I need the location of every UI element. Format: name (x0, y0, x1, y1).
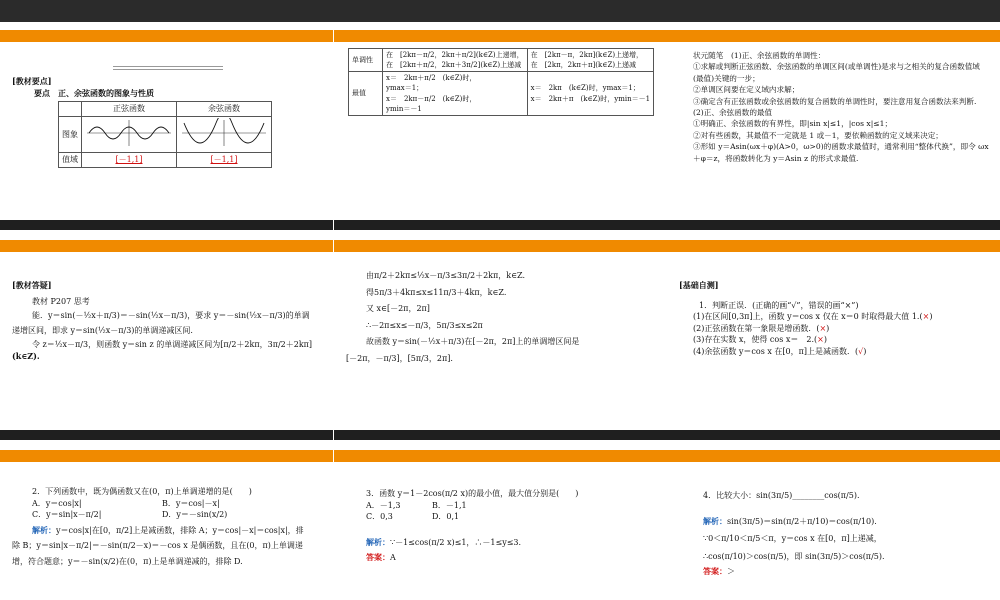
max-cos-1: x＝ 2kπ (k∈Z)时，ymax＝1； (530, 84, 640, 93)
question-2: 2．下列函数中，既为偶函数又在(0，π)上单调递增的是( ) (32, 487, 252, 496)
analysis-2: ∵0＜π/10＜π/5＜π，y＝cos x 在[0，π]上递减， (703, 534, 882, 544)
col-sin: 正弦函数 (82, 102, 177, 117)
judge-4-answer: √ (858, 346, 864, 356)
slide-footer-bar (0, 430, 333, 440)
cos-graph (177, 116, 272, 153)
option-a[interactable]: A．－1,3 (366, 500, 401, 510)
slide-8[interactable] (334, 450, 667, 600)
answer-ref: 教材 P207 思考 (32, 296, 90, 306)
slide-header-bar (0, 240, 333, 252)
row-mono: 单调性 (349, 49, 383, 72)
property-table (348, 48, 654, 116)
answer-label: 答案： (703, 566, 727, 577)
judge-2-answer: × (819, 323, 827, 333)
analysis-1: 解析：sin(3π/5)＝sin(π/2＋π/10)＝cos(π/10). (703, 515, 877, 526)
row-range: 值域 (59, 153, 82, 168)
mono-sin-inc: 在 [2kπ－π/2，2kπ＋π/2](k∈Z)上递增， (386, 51, 524, 59)
option-a[interactable]: A．y＝cos|x| (32, 498, 82, 508)
step-5: 故函数 y＝sin(－½x＋π/3)在[－2π，2π]上的单调增区间是 (366, 337, 580, 347)
max-sin-2: ymax＝1； (386, 84, 424, 93)
slide-footer-bar (334, 220, 667, 230)
option-b[interactable]: B．y＝cos|－x| (162, 498, 220, 508)
slide-header-bar (334, 30, 667, 42)
slide-header-bar (667, 450, 1000, 462)
slide-9[interactable] (667, 450, 1000, 600)
section-label: [教材答疑] (12, 280, 52, 290)
answer-line-3: 令 z＝½x－π/3，则函数 y＝sin z 的单调递减区间为[π/2＋2kπ，3π/2＋2kπ] (32, 340, 313, 350)
section-label: [基础自测] (679, 280, 719, 290)
slide-header-bar (0, 450, 333, 462)
slide-header-bar (667, 240, 1000, 252)
option-c[interactable]: C．y＝sin|x－π/2| (32, 510, 102, 520)
judge-1-answer: × (922, 312, 930, 322)
mono-cos-inc: 在 [2kπ－π，2kπ](k∈Z)上递增， (530, 51, 644, 59)
options-ab (346, 500, 657, 512)
slide-5[interactable] (334, 240, 667, 440)
sin-graph (82, 116, 177, 153)
analysis-1: 解析：y＝cos|x|在[0，π/2]上是减函数，排除 A；y＝cos|－x|＝cos|x|，排 (32, 524, 304, 535)
tip-5: ①明确正、余弦函数的有界性，即|sin x|≤1，|cos x|≤1； (693, 119, 893, 129)
max-cos-2: x＝ 2kπ＋π (k∈Z)时，ymin＝－1 (530, 94, 651, 103)
option-c[interactable]: C．0,3 (366, 512, 393, 522)
options-cd (346, 511, 657, 523)
slide-header-bar (334, 240, 667, 252)
answer-line-4: (k∈Z). (12, 350, 40, 361)
range-sin: [－1,1] (82, 153, 177, 168)
tip-2: ②单调区间要在定义域内求解； (693, 85, 800, 95)
range-cos: [－1,1] (177, 153, 272, 168)
mono-cos-dec: 在 [2kπ，2kπ＋π](k∈Z)上递减 (530, 61, 637, 70)
judge-1: (1)在区间[0,3π]上，函数 y＝cos x 仅在 x＝0 时取得最大值 1.(×) (693, 312, 933, 322)
answer (346, 552, 657, 564)
options-cd (12, 509, 323, 521)
analysis-label: 解析： (32, 524, 56, 535)
question-3: 3．函数 y＝1－2cos(π/2 x)的最小值，最大值分别是( ) (366, 489, 579, 498)
judge-3-answer: × (817, 335, 824, 345)
tip-3: ③确定含有正弦函数或余弦函数的复合函数的单调性时，要注意用复合函数法来判断. (693, 96, 977, 106)
col-cos: 余弦函数 (177, 102, 272, 117)
max-sin-1: x＝ 2kπ＋π/2 (k∈Z)时， (386, 74, 477, 83)
option-b[interactable]: B．－1,1 (432, 500, 467, 510)
slide-1[interactable] (0, 30, 333, 230)
slide-7[interactable] (0, 450, 333, 600)
slide-3[interactable] (667, 30, 1000, 230)
slide-footer-bar (0, 220, 333, 230)
slide-header-bar (0, 30, 333, 42)
judge-2: (2)正弦函数在第一象限是增函数．(×) (693, 323, 830, 333)
step-4: ∴－2π≤x≤－π/3，5π/3≤x≤2π (366, 320, 483, 330)
sin-cos-table (58, 101, 272, 168)
answer (679, 566, 990, 578)
max-sin-4: ymin＝－1 (386, 104, 422, 113)
slide-footer-bar (667, 430, 1000, 440)
answer-value: A (390, 553, 396, 563)
options-ab (12, 498, 323, 510)
analysis-2: 除 B；y＝sin|x－π/2|＝－sin(π/2－x)＝－cos x 是偶函数，且在(0，π)上单调递 (12, 541, 303, 551)
question-4: 4．比较大小：sin(3π/5)________cos(π/5). (703, 491, 860, 500)
answer-line-1: 能．y＝sin(－½x＋π/3)＝－sin(½x－π/3)，要求 y＝－sin(½x－π/3)的单调 (32, 311, 310, 321)
judge-title: 1．判断正误．(正确的画“√”，错误的画“×”) (699, 300, 859, 310)
row-max: 最值 (349, 72, 383, 116)
step-6: [－2π，－π/3]，[5π/3，2π]. (346, 353, 453, 363)
analysis-label: 解析： (366, 536, 390, 547)
sin-curve-icon (85, 118, 173, 148)
analysis-label: 解析： (703, 515, 727, 526)
tip-1: ①求解或判断正弦函数、余弦函数的单调区间(或单调性)是求与之相关的复合函数值域(最值)关键的一步； (693, 62, 980, 83)
tip-title: 状元随笔 (1)正、余弦函数的单调性： (693, 51, 826, 60)
key-point: 要点 正、余弦函数的图象与性质 (34, 87, 154, 98)
slide-header-bar (334, 450, 667, 462)
analysis-3: ∴cos(π/10)＞cos(π/5)，即 sin(3π/5)＞cos(π/5). (703, 551, 885, 561)
slide-6[interactable] (667, 240, 1000, 440)
tip-7: ③形如 y＝Asin(ωx＋φ)(A>0，ω>0)的函数求最值时，通常利用“整体代换”，即令 ωx＋φ＝z，将函数转化为 y＝Asin z 的形式求最值. (693, 142, 989, 163)
analysis: 解析：∵－1≤cos(π/2 x)≤1，∴－1≤y≤3. (366, 536, 522, 547)
answer-line-2: 递增区间，即求 y＝sin(½x－π/3)的单调递减区间. (12, 325, 193, 335)
slide-header-bar (667, 30, 1000, 42)
slide-footer-bar (334, 430, 667, 440)
step-3: 又 x∈[－2π，2π] (366, 304, 430, 314)
mono-sin-dec: 在 [2kπ＋π/2，2kπ＋3π/2](k∈Z)上递减 (386, 61, 522, 70)
option-d[interactable]: D．0,1 (432, 512, 460, 522)
judge-4: (4)余弦函数 y＝cos x 在[0，π]上是减函数．(√) (693, 346, 867, 356)
option-d[interactable]: D．y＝－sin(x/2) (162, 510, 228, 520)
answer-label: 答案： (366, 552, 390, 563)
step-1: 由π/2＋2kπ≤½x－π/3≤3π/2＋2kπ，k∈Z. (366, 271, 526, 280)
step-2: 得5π/3＋4kπ≤x≤11π/3＋4kπ，k∈Z. (366, 287, 507, 297)
window-top-bar (0, 0, 1000, 22)
analysis-3: 增，符合题意；y＝－sin(x/2)在(0，π)上是单调递减的，排除 D. (12, 556, 243, 566)
tip-6: ②对有些函数，其最值不一定就是 1 或－1，要依赖函数的定义域来决定； (693, 130, 943, 140)
slide-4[interactable] (0, 240, 333, 440)
judge-3: (3)存在实数 x，使得 cos x＝ 2.(×) (693, 335, 827, 345)
slide-footer-bar (667, 220, 1000, 230)
tip-4: (2)正、余弦函数的最值 (693, 107, 773, 117)
cos-curve-icon (180, 118, 268, 148)
slide-banner (113, 66, 223, 70)
section-label: [教材要点] (12, 76, 52, 86)
slide-2[interactable] (334, 30, 667, 230)
answer-value: ＞ (727, 567, 735, 577)
row-graph: 图象 (59, 116, 82, 153)
max-sin-3: x＝ 2kπ－π/2 (k∈Z)时， (386, 94, 477, 103)
